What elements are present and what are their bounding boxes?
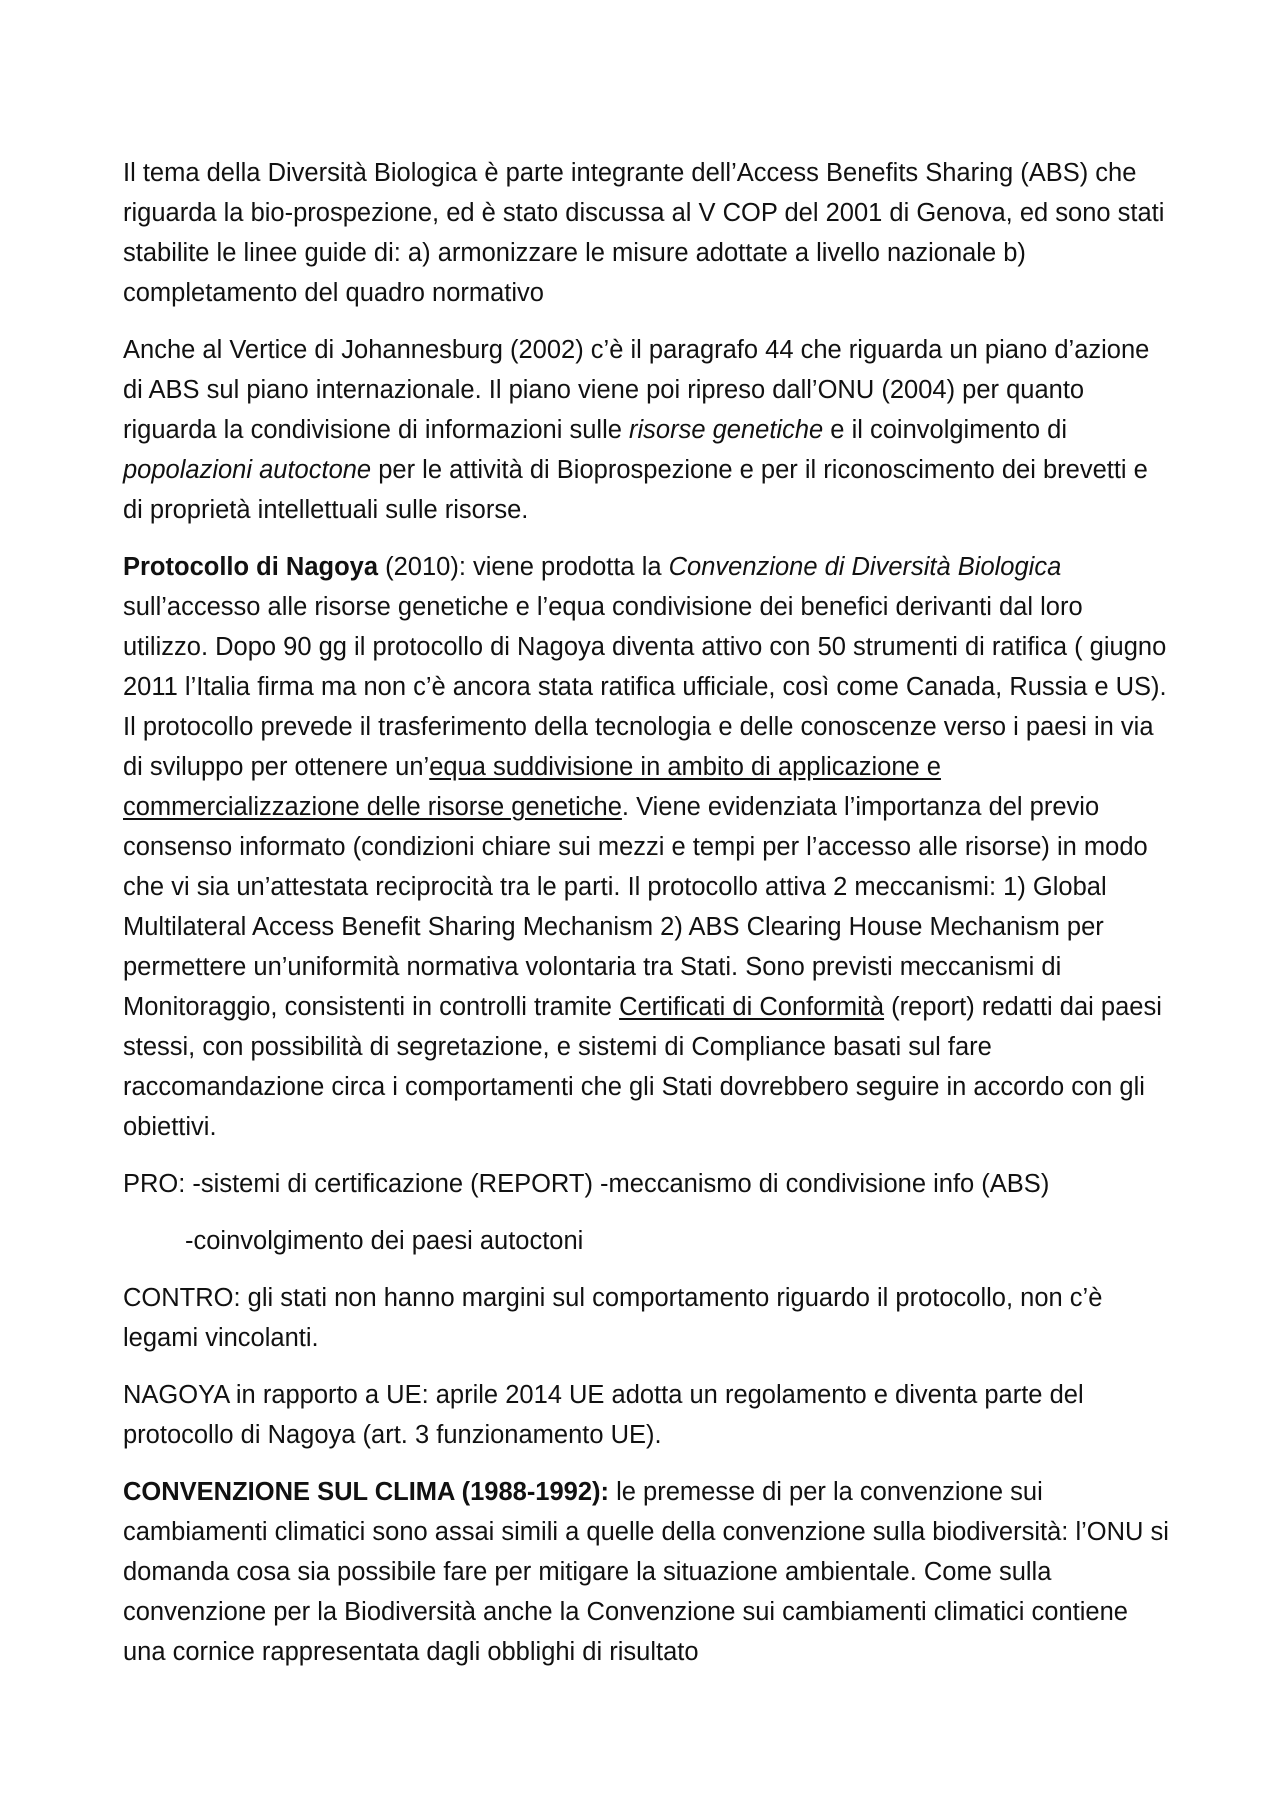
paragraph-contro — [123, 1278, 1173, 1358]
paragraph-pro-continued — [123, 1221, 1173, 1261]
paragraph-text: . Viene evidenziata l’importanza del previo consenso informato (condizioni chiare sui mezzi e tempi per l’accesso alle risorse) in modo che vi sia un’attestata reciprocità tra le parti. Il protocollo attiva 2 meccanismi: 1) Global Multilateral Access Benefit Sharing Mechanism 2) ABS Clearing House Mechanism per permettere un’uniformità normativa volontaria tra Stati. Sono previsti meccanismi di Monitoraggio, consistenti in controlli tramite — [123, 793, 1148, 1021]
paragraph-climate-convention — [123, 1472, 1173, 1672]
paragraph-text: -coinvolgimento dei paesi autoctoni — [185, 1227, 584, 1255]
bold-heading-nagoya: Protocollo di Nagoya — [123, 553, 379, 581]
italic-term-indigenous-populations: popolazioni autoctone — [123, 456, 372, 484]
paragraph-abs-intro — [123, 153, 1173, 313]
underlined-phrase-equa-suddivisione: equa suddivisione in ambito di applicazione e commercializzazione delle risorse genetiche — [123, 753, 941, 821]
paragraph-text: sull’accesso alle risorse genetiche e l’equa condivisione dei benefici derivanti dal loro utilizzo. Dopo 90 gg il protocollo di Nagoya diventa attivo con 50 strumenti di ratifica ( giugno 2011 l’Italia firma ma non c’è ancora stata ratifica ufficiale, così come Canada, Russia e US). Il protocollo prevede il trasferimento della tecnologia e delle conoscenze verso i paesi in via di sviluppo per ottenere un’ — [123, 593, 1167, 781]
paragraph-text: e il coinvolgimento di — [823, 416, 1068, 444]
paragraph-text: Anche al Vertice di Johannesburg (2002) c’è il paragrafo 44 che riguarda un piano d’azione di ABS sul piano internazionale. Il piano viene poi ripreso dall’ONU (2004) per quanto riguarda la condivisione di informazioni sulle — [123, 336, 1150, 444]
bold-heading-climate: CONVENZIONE SUL CLIMA (1988-1992): — [123, 1478, 610, 1506]
paragraph-text: Il tema della Diversità Biologica è parte integrante dell’Access Benefits Sharing (ABS) che riguarda la bio-prospezione, ed è stato discussa al V COP del 2001 di Genova, ed sono stati stabilite le linee guide di: a) armonizzare le misure adottate a livello nazionale b) completamento del quadro normativo — [123, 159, 1165, 307]
paragraph-text: PRO: -sistemi di certificazione (REPORT) -meccanismo di condivisione info (ABS) — [123, 1170, 1050, 1198]
paragraph-nagoya-eu — [123, 1375, 1173, 1455]
italic-term-convention: Convenzione di Diversità Biologica — [668, 553, 1062, 581]
italic-term-genetic-resources: risorse genetiche — [629, 416, 824, 444]
underlined-phrase-certificati: Certificati di Conformità — [619, 993, 885, 1021]
paragraph-pro — [123, 1164, 1173, 1204]
paragraph-nagoya-protocol — [123, 547, 1173, 1147]
paragraph-text: (2010): viene prodotta la — [378, 553, 669, 581]
paragraph-text: per le attività di Bioprospezione e per il riconoscimento dei brevetti e di proprietà intellettuali sulle risorse. — [123, 456, 1148, 524]
document-body — [123, 153, 1173, 1689]
paragraph-text: le premesse di per la convenzione sui cambiamenti climatici sono assai simili a quelle della convenzione sulla biodiversità: l’ONU si domanda cosa sia possibile fare per mitigare la situazione ambientale. Come sulla convenzione per la Biodiversità anche la Convenzione sui cambiamenti climatici contiene una cornice rappresentata dagli obblighi di risultato — [123, 1478, 1169, 1666]
paragraph-text: CONTRO: gli stati non hanno margini sul comportamento riguardo il protocollo, non c’è legami vincolanti. — [123, 1284, 1103, 1352]
paragraph-text: (report) redatti dai paesi stessi, con possibilità di segretazione, e sistemi di Compliance basati sul fare raccomandazione circa i comportamenti che gli Stati dovrebbero seguire in accordo con gli obiettivi. — [123, 993, 1162, 1141]
paragraph-text: NAGOYA in rapporto a UE: aprile 2014 UE adotta un regolamento e diventa parte del protocollo di Nagoya (art. 3 funzionamento UE). — [123, 1381, 1084, 1449]
paragraph-johannesburg — [123, 330, 1173, 530]
